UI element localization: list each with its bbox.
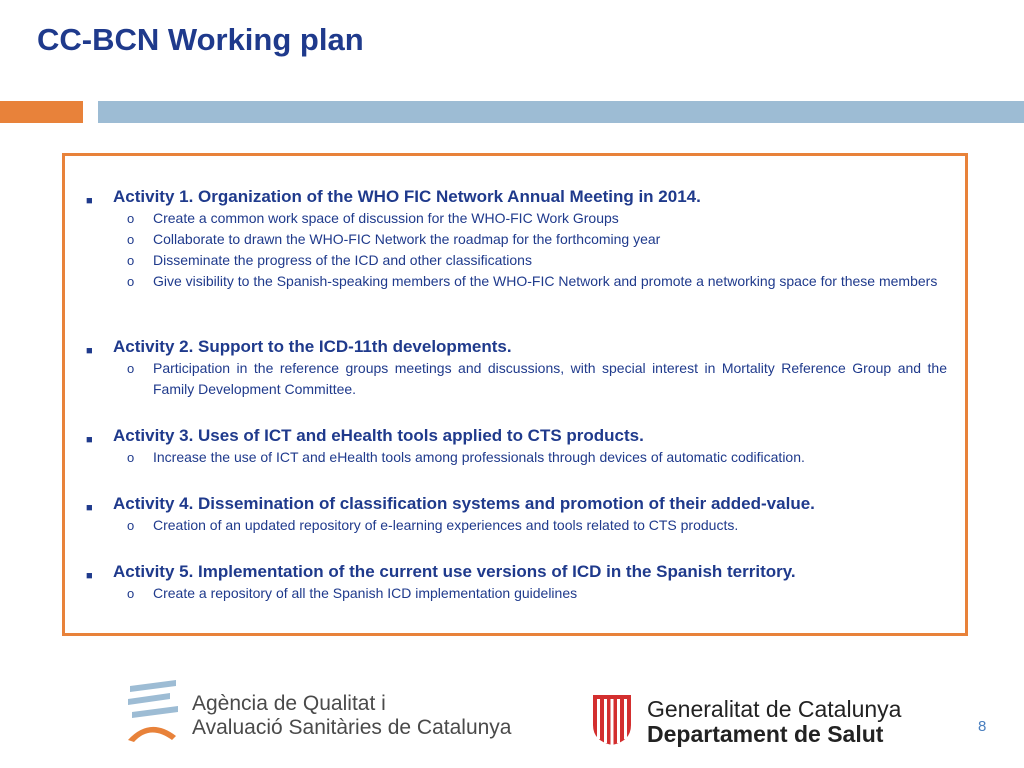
circle-bullet-icon: o xyxy=(127,274,135,289)
square-bullet-icon: ■ xyxy=(86,195,93,207)
square-bullet-icon: ■ xyxy=(86,570,93,582)
activities-box xyxy=(62,153,968,636)
circle-bullet-icon: o xyxy=(127,211,135,226)
activity-3 xyxy=(65,425,965,468)
activity-heading: Activity 5. Implementation of the current use versions of ICD in the Spanish territory. xyxy=(113,562,796,581)
circle-bullet-icon: o xyxy=(127,232,135,247)
activity-heading: Activity 1. Organization of the WHO FIC Network Annual Meeting in 2014. xyxy=(113,187,701,206)
list-item: o Participation in the reference groups meetings and discussions, with special interest in Mortality Reference Group and the Family Development Committee. xyxy=(127,360,947,397)
activity-2 xyxy=(65,336,965,400)
department-name: Departament de Salut xyxy=(647,721,884,747)
square-bullet-icon: ■ xyxy=(86,345,93,357)
list-item: o Create a common work space of discussion for the WHO-FIC Work Groups xyxy=(65,208,965,229)
list-item: o Increase the use of ICT and eHealth tools among professionals through devices of automatic codification. xyxy=(65,447,965,468)
page-number: 8 xyxy=(978,718,987,735)
circle-bullet-icon: o xyxy=(127,586,135,601)
generalitat-logo-icon xyxy=(589,691,635,747)
list-item: o Give visibility to the Spanish-speaking members of the WHO-FIC Network and promote a networking space for these members xyxy=(65,271,965,292)
list-item: o Creation of an updated repository of e-learning experiences and tools related to CTS products. xyxy=(65,515,965,536)
activity-5 xyxy=(65,561,965,604)
circle-bullet-icon: o xyxy=(127,361,135,376)
circle-bullet-icon: o xyxy=(127,253,135,268)
accent-bar-orange xyxy=(0,101,83,123)
square-bullet-icon: ■ xyxy=(86,434,93,446)
circle-bullet-icon: o xyxy=(127,450,135,465)
square-bullet-icon: ■ xyxy=(86,502,93,514)
activity-heading: Activity 4. Dissemination of classification systems and promotion of their added-value. xyxy=(113,494,815,513)
activity-heading: Activity 2. Support to the ICD-11th developments. xyxy=(113,337,512,356)
list-item: o Disseminate the progress of the ICD and other classifications xyxy=(65,250,965,271)
activity-4 xyxy=(65,493,965,536)
circle-bullet-icon: o xyxy=(127,518,135,533)
generalitat-name: Generalitat de Catalunya xyxy=(647,696,902,722)
activity-1 xyxy=(65,186,965,292)
aquas-name: Agència de Qualitat i Avaluació Sanitàries de Catalunya xyxy=(192,692,512,739)
slide-title: CC-BCN Working plan xyxy=(37,22,364,57)
accent-bar-blue xyxy=(98,101,1024,123)
activity-heading: Activity 3. Uses of ICT and eHealth tools applied to CTS products. xyxy=(113,426,644,445)
list-item: o Collaborate to drawn the WHO-FIC Network the roadmap for the forthcoming year xyxy=(65,229,965,250)
aquas-logo-icon xyxy=(126,678,182,742)
list-item: o Create a repository of all the Spanish ICD implementation guidelines xyxy=(65,583,965,604)
